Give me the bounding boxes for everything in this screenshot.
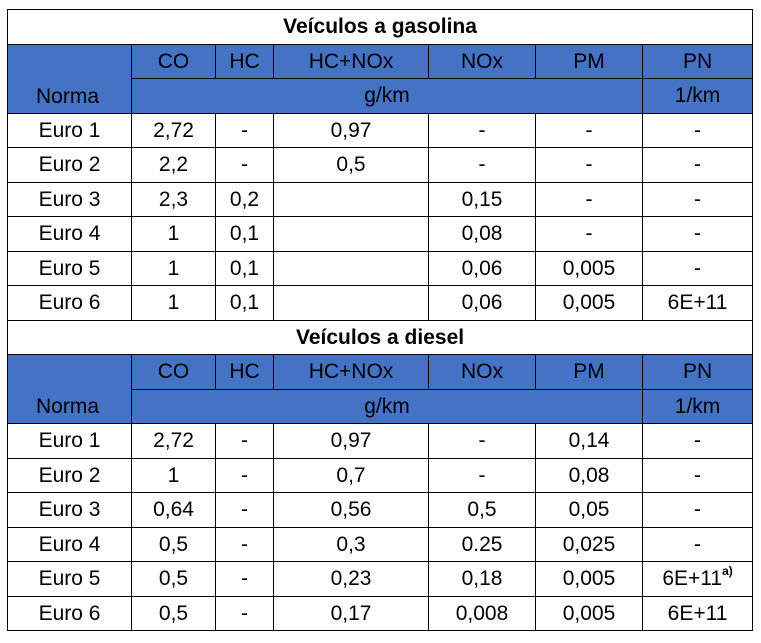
cell-value: - [694, 153, 702, 177]
norma-cell [8, 251, 132, 286]
pm-cell [536, 182, 643, 217]
pm-cell [536, 458, 643, 493]
cell-value: - [585, 222, 593, 246]
cell-value: Euro 1 [38, 118, 101, 142]
section-title-row [8, 10, 753, 45]
cell-value: 0,64 [153, 498, 194, 522]
norma-cell [8, 113, 132, 148]
norma-cell [8, 424, 132, 459]
unit-1km: 1/km [643, 79, 753, 114]
cell-value: 2,72 [153, 429, 194, 453]
nox-cell [429, 148, 536, 183]
cell-value: 6E+11 [667, 291, 728, 315]
hc-cell [216, 286, 274, 321]
co-cell [132, 527, 216, 562]
section-body [8, 424, 753, 631]
norma-header: Norma [8, 44, 132, 113]
hc-cell [216, 562, 274, 597]
table-row [8, 458, 753, 493]
nox-cell [429, 286, 536, 321]
norma-cell [8, 562, 132, 597]
cell-value: - [478, 118, 486, 142]
cell-value: - [241, 498, 248, 522]
norma-cell [8, 527, 132, 562]
cell-value: - [241, 463, 248, 487]
table-row [8, 148, 753, 183]
col-header-nox: NOx [429, 44, 536, 79]
hcnox-cell [274, 424, 429, 459]
cell-value: 0,18 [461, 567, 503, 591]
cell-value: - [585, 153, 593, 177]
hcnox-cell [274, 148, 429, 183]
cell-value: Euro 2 [38, 463, 101, 487]
cell-value: 0,97 [330, 118, 372, 142]
pm-cell [536, 493, 643, 528]
col-header-pm: PM [536, 44, 643, 79]
cell-value: 0,5 [336, 153, 366, 177]
co-cell [132, 493, 216, 528]
cell-value: 0,08 [461, 222, 503, 246]
hcnox-cell [274, 113, 429, 148]
cell-value: 0,5 [467, 498, 497, 522]
cell-value: Euro 1 [38, 429, 101, 453]
co-cell [132, 251, 216, 286]
cell-value: - [241, 153, 248, 177]
cell-value: - [694, 463, 702, 487]
footnote-marker: a) [722, 564, 733, 579]
pm-cell [536, 562, 643, 597]
pm-cell [536, 286, 643, 321]
cell-value: 0,23 [330, 567, 372, 591]
pn-cell [643, 217, 753, 252]
cell-value: - [478, 153, 486, 177]
pm-cell [536, 113, 643, 148]
table-row [8, 113, 753, 148]
table-row [8, 424, 753, 459]
cell-value: 0,06 [461, 291, 503, 315]
pn-cell [643, 562, 753, 597]
hcnox-cell [274, 286, 429, 321]
table-row [8, 527, 753, 562]
cell-value: 0,56 [330, 498, 372, 522]
pm-cell [536, 148, 643, 183]
nox-cell [429, 113, 536, 148]
cell-value: - [241, 601, 248, 625]
co-cell [132, 217, 216, 252]
pm-cell [536, 251, 643, 286]
cell-value: Euro 3 [38, 498, 101, 522]
cell-value: Euro 4 [38, 532, 101, 556]
cell-value: 1 [167, 256, 180, 280]
pn-cell [643, 458, 753, 493]
cell-value: 0,1 [229, 256, 260, 280]
cell-value: - [694, 429, 702, 453]
pn-cell [643, 424, 753, 459]
cell-value: - [478, 463, 486, 487]
hcnox-cell [274, 182, 429, 217]
table-row [8, 562, 753, 597]
norma-cell [8, 458, 132, 493]
pn-cell [643, 113, 753, 148]
cell-value: - [694, 498, 702, 522]
cell-value: 0,97 [330, 429, 372, 453]
norma-cell [8, 596, 132, 631]
unit-gkm: g/km [132, 79, 643, 114]
col-header-hcnox: HC+NOx [274, 355, 429, 390]
pn-cell [643, 182, 753, 217]
section-title: Veículos a gasolina [8, 10, 753, 45]
cell-value: 0,3 [336, 532, 366, 556]
nox-cell [429, 251, 536, 286]
cell-value: 0,005 [562, 567, 616, 591]
cell-value: - [694, 118, 702, 142]
cell-value: 0,005 [562, 601, 616, 625]
hcnox-cell [274, 251, 429, 286]
section-body [8, 113, 753, 320]
cell-value: 0,17 [330, 601, 372, 625]
cell-value: 0,1 [229, 222, 260, 246]
cell-value: 2,2 [158, 153, 189, 177]
cell-value: - [694, 187, 702, 211]
hcnox-cell [274, 527, 429, 562]
cell-value: - [241, 118, 248, 142]
pm-cell [536, 527, 643, 562]
pn-cell [643, 527, 753, 562]
section-title: Veículos a diesel [8, 320, 753, 355]
nox-cell [429, 562, 536, 597]
cell-value: 0,06 [461, 256, 503, 280]
cell-value: 6E+11 [667, 601, 728, 625]
nox-cell [429, 527, 536, 562]
hc-cell [216, 251, 274, 286]
nox-cell [429, 493, 536, 528]
header-row [8, 355, 753, 390]
co-cell [132, 182, 216, 217]
cell-value: - [478, 429, 486, 453]
hcnox-cell [274, 596, 429, 631]
col-header-pn: PN [643, 44, 753, 79]
cell-value: 0,1 [229, 291, 260, 315]
col-header-co: CO [132, 44, 216, 79]
co-cell [132, 424, 216, 459]
table-row [8, 286, 753, 321]
nox-cell [429, 182, 536, 217]
norma-cell [8, 148, 132, 183]
cell-value: 1 [167, 291, 180, 315]
hc-cell [216, 182, 274, 217]
cell-value: Euro 6 [38, 601, 101, 625]
hcnox-cell [274, 562, 429, 597]
table-row [8, 182, 753, 217]
cell-value: 2,3 [158, 187, 189, 211]
norma-cell [8, 493, 132, 528]
nox-cell [429, 424, 536, 459]
cell-value: Euro 2 [38, 153, 101, 177]
table-row [8, 251, 753, 286]
col-header-hc: HC [216, 44, 274, 79]
cell-value: 0,08 [568, 463, 610, 487]
hcnox-cell [274, 493, 429, 528]
cell-value: Euro 6 [38, 291, 101, 315]
cell-value: 0,008 [455, 601, 509, 625]
cell-value: 0,14 [568, 429, 610, 453]
cell-value: 0,7 [336, 463, 366, 487]
co-cell [132, 148, 216, 183]
cell-value: Euro 4 [38, 222, 101, 246]
section-title-row [8, 320, 753, 355]
nox-cell [429, 596, 536, 631]
emission-standards-table [7, 9, 753, 631]
cell-value: 0,2 [229, 187, 260, 211]
pm-cell [536, 217, 643, 252]
col-header-hcnox: HC+NOx [274, 44, 429, 79]
hc-cell [216, 424, 274, 459]
hc-cell [216, 493, 274, 528]
hc-cell [216, 148, 274, 183]
co-cell [132, 286, 216, 321]
pn-cell [643, 286, 753, 321]
cell-value: - [694, 532, 702, 556]
col-header-hc: HC [216, 355, 274, 390]
unit-1km: 1/km [643, 389, 753, 424]
nox-cell [429, 458, 536, 493]
cell-value: 0,005 [562, 256, 616, 280]
cell-value: Euro 5 [38, 256, 101, 280]
pm-cell [536, 424, 643, 459]
cell-value: Euro 3 [38, 187, 101, 211]
cell-value: 0,5 [158, 567, 189, 591]
pn-cell [643, 251, 753, 286]
col-header-nox: NOx [429, 355, 536, 390]
hc-cell [216, 113, 274, 148]
hcnox-cell [274, 217, 429, 252]
table-row [8, 493, 753, 528]
col-header-pm: PM [536, 355, 643, 390]
hc-cell [216, 458, 274, 493]
norma-cell [8, 182, 132, 217]
norma-header: Norma [8, 355, 132, 424]
cell-value: Euro 5 [38, 567, 101, 591]
norma-cell [8, 217, 132, 252]
cell-value: 0,15 [461, 187, 503, 211]
unit-gkm: g/km [132, 389, 643, 424]
col-header-co: CO [132, 355, 216, 390]
cell-value: 0,005 [562, 291, 616, 315]
cell-value: 6E+11 [662, 567, 723, 591]
cell-value: - [694, 256, 702, 280]
cell-value: - [241, 429, 248, 453]
pm-cell [536, 596, 643, 631]
col-header-pn: PN [643, 355, 753, 390]
table-row [8, 217, 753, 252]
cell-value: 1 [167, 222, 180, 246]
co-cell [132, 562, 216, 597]
co-cell [132, 596, 216, 631]
table-row [8, 596, 753, 631]
cell-value: - [585, 118, 593, 142]
pn-cell [643, 148, 753, 183]
cell-value: - [694, 222, 702, 246]
cell-value: - [241, 532, 248, 556]
hc-cell [216, 596, 274, 631]
co-cell [132, 113, 216, 148]
hc-cell [216, 527, 274, 562]
cell-value: 0,5 [158, 532, 189, 556]
cell-value: 1 [167, 463, 180, 487]
nox-cell [429, 217, 536, 252]
cell-value: 2,72 [153, 118, 194, 142]
norma-cell [8, 286, 132, 321]
cell-value: 0.25 [461, 532, 503, 556]
header-row [8, 44, 753, 79]
hcnox-cell [274, 458, 429, 493]
hc-cell [216, 217, 274, 252]
pn-cell [643, 596, 753, 631]
cell-value: 0,05 [568, 498, 610, 522]
cell-value: - [241, 567, 248, 591]
co-cell [132, 458, 216, 493]
pn-cell [643, 493, 753, 528]
cell-value: 0,5 [158, 601, 189, 625]
cell-value: - [585, 187, 593, 211]
cell-value: 0,025 [562, 532, 616, 556]
